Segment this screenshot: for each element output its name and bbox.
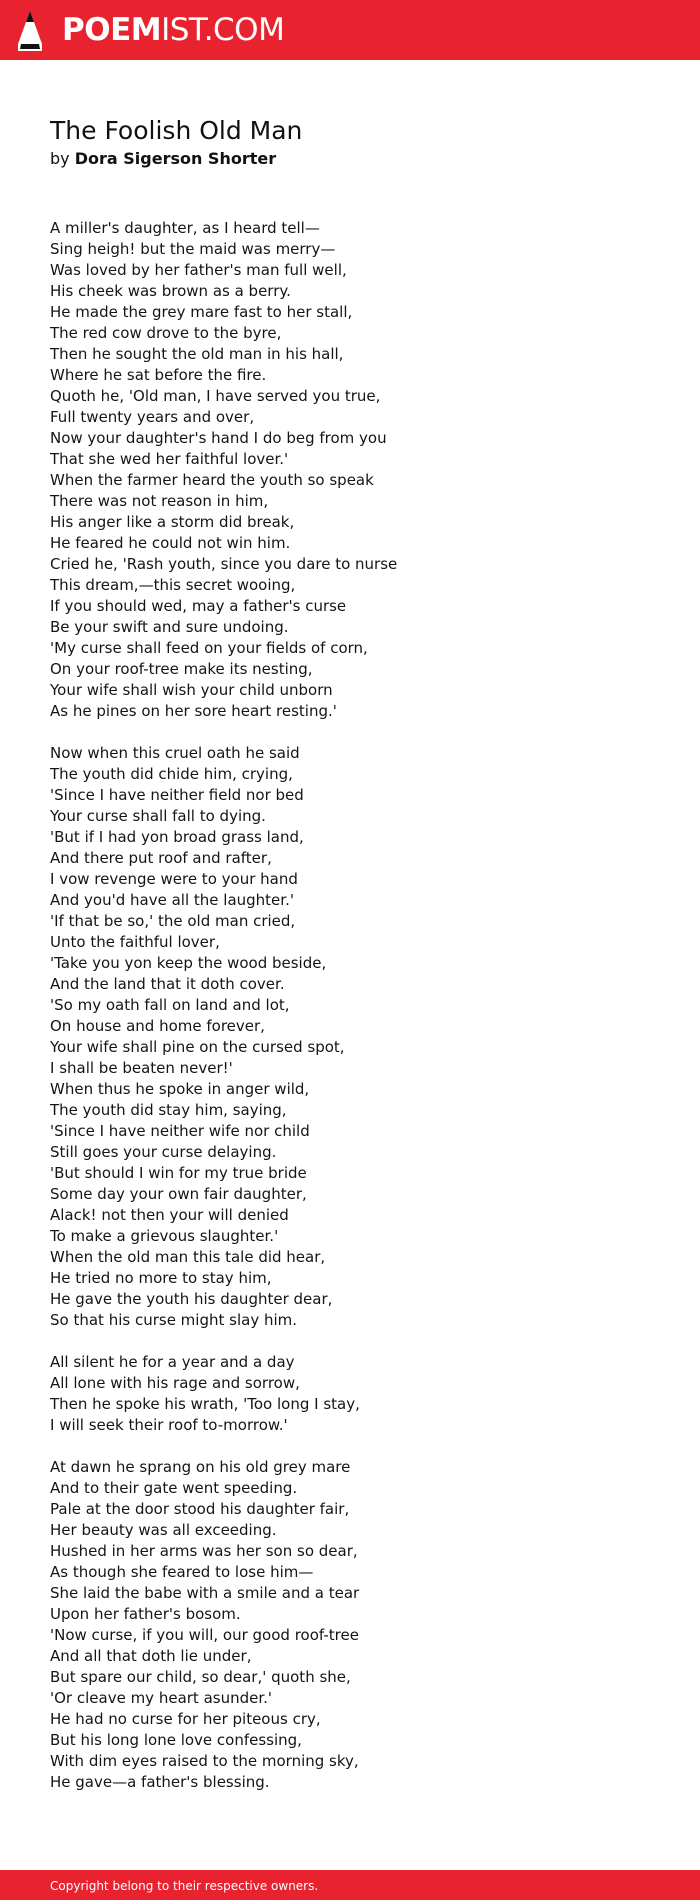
poem-line: Her beauty was all exceeding. [50, 1521, 277, 1539]
poem-line: If you should wed, may a father's curse [50, 597, 347, 615]
site-header [0, 0, 700, 60]
poem-line: So that his curse might slay him. [50, 1311, 298, 1329]
poem-line: Where he sat before the fire. [50, 366, 267, 384]
poem-line: But spare our child, so dear,' quoth she, [50, 1668, 351, 1686]
poem-line: He had no curse for her piteous cry, [50, 1710, 321, 1728]
poem-line: Full twenty years and over, [50, 408, 255, 426]
pencil-tip-icon[interactable] [16, 10, 44, 52]
poem-line: Cried he, 'Rash youth, since you dare to nurse [50, 555, 398, 573]
byline [50, 148, 276, 170]
poem-line: 'Since I have neither wife nor child [50, 1122, 310, 1140]
poem-line: Now when this cruel oath he said [50, 744, 300, 762]
logo-bold-text: POEM [62, 12, 162, 48]
poem-line: His anger like a storm did break, [50, 513, 295, 531]
poem-line: Then he spoke his wrath, 'Too long I stay, [50, 1395, 360, 1413]
logo-light-text: IST.COM [161, 12, 285, 48]
poem-line: And to their gate went speeding. [50, 1479, 298, 1497]
poem-line: Your wife shall wish your child unborn [50, 681, 333, 699]
stanza [50, 1457, 670, 1793]
poem-line: Hushed in her arms was her son so dear, [50, 1542, 358, 1560]
byline-prefix: by [50, 149, 70, 168]
site-footer [0, 1870, 700, 1900]
poem-line: I vow revenge were to your hand [50, 870, 298, 888]
author-name: Dora Sigerson Shorter [74, 149, 277, 168]
poem-line: As he pines on her sore heart resting.' [50, 702, 337, 720]
poem-line: All lone with his rage and sorrow, [50, 1374, 300, 1392]
poem-line: Then he sought the old man in his hall, [50, 345, 344, 363]
poem-line: 'Now curse, if you will, our good roof-tree [50, 1626, 359, 1644]
poem-line: Your curse shall fall to dying. [50, 807, 266, 825]
poem-line: 'If that be so,' the old man cried, [50, 912, 296, 930]
site-logo[interactable] [62, 10, 284, 50]
poem-line: 'So my oath fall on land and lot, [50, 996, 290, 1014]
poem-line: And you'd have all the laughter.' [50, 891, 294, 909]
poem-line: 'My curse shall feed on your fields of corn, [50, 639, 368, 657]
poem-line: Quoth he, 'Old man, I have served you true, [50, 387, 381, 405]
stanza [50, 218, 670, 722]
poem-line: And the land that it doth cover. [50, 975, 285, 993]
poem-line: His cheek was brown as a berry. [50, 282, 291, 300]
poem-line: The youth did stay him, saying, [50, 1101, 287, 1119]
poem-line: Pale at the door stood his daughter fair, [50, 1500, 350, 1518]
poem-line: Unto the faithful lover, [50, 933, 220, 951]
poem-line: And there put roof and rafter, [50, 849, 272, 867]
poem-line: Be your swift and sure undoing. [50, 618, 289, 636]
poem-line: Sing heigh! but the maid was merry— [50, 240, 336, 258]
poem-line: 'Take you yon keep the wood beside, [50, 954, 327, 972]
poem-line: He feared he could not win him. [50, 534, 291, 552]
poem-line: The red cow drove to the byre, [50, 324, 282, 342]
poem-line: 'But should I win for my true bride [50, 1164, 307, 1182]
poem-line: With dim eyes raised to the morning sky, [50, 1752, 359, 1770]
poem-line: When the old man this tale did hear, [50, 1248, 326, 1266]
poem-line: On your roof-tree make its nesting, [50, 660, 313, 678]
poem-line: All silent he for a year and a day [50, 1353, 295, 1371]
poem-line: That she wed her faithful lover.' [50, 450, 289, 468]
poem-line: This dream,—this secret wooing, [50, 576, 296, 594]
poem-line: Was loved by her father's man full well, [50, 261, 347, 279]
poem-title: The Foolish Old Man [50, 116, 303, 145]
poem-line: She laid the babe with a smile and a tear [50, 1584, 360, 1602]
poem-line: And all that doth lie under, [50, 1647, 252, 1665]
poem-line: But his long lone love confessing, [50, 1731, 302, 1749]
poem-line: He gave—a father's blessing. [50, 1773, 270, 1791]
poem-line: Some day your own fair daughter, [50, 1185, 307, 1203]
poem-body [50, 218, 670, 1814]
poem-line: 'Since I have neither field nor bed [50, 786, 304, 804]
poem-line: To make a grievous slaughter.' [50, 1227, 279, 1245]
poem-line: When the farmer heard the youth so speak [50, 471, 374, 489]
stanza [50, 1352, 670, 1436]
poem-line: He tried no more to stay him, [50, 1269, 272, 1287]
poem-line: He made the grey mare fast to her stall, [50, 303, 353, 321]
poem-line: I shall be beaten never!' [50, 1059, 233, 1077]
stanza [50, 743, 670, 1331]
poem-line: 'Or cleave my heart asunder.' [50, 1689, 273, 1707]
poem-line: I will seek their roof to-morrow.' [50, 1416, 288, 1434]
poem-line: Your wife shall pine on the cursed spot, [50, 1038, 345, 1056]
poem-line: The youth did chide him, crying, [50, 765, 293, 783]
poem-line: There was not reason in him, [50, 492, 269, 510]
poem-line: At dawn he sprang on his old grey mare [50, 1458, 351, 1476]
copyright-text: Copyright belong to their respective owners. [50, 1879, 319, 1893]
poem-line: Now your daughter's hand I do beg from you [50, 429, 387, 447]
poem-line: Alack! not then your will denied [50, 1206, 289, 1224]
poem-line: Upon her father's bosom. [50, 1605, 241, 1623]
poem-line: A miller's daughter, as I heard tell— [50, 219, 320, 237]
poem-line: As though she feared to lose him— [50, 1563, 314, 1581]
poem-line: He gave the youth his daughter dear, [50, 1290, 333, 1308]
poem-line: When thus he spoke in anger wild, [50, 1080, 310, 1098]
poem-line: On house and home forever, [50, 1017, 265, 1035]
poem-line: 'But if I had yon broad grass land, [50, 828, 304, 846]
poem-line: Still goes your curse delaying. [50, 1143, 277, 1161]
